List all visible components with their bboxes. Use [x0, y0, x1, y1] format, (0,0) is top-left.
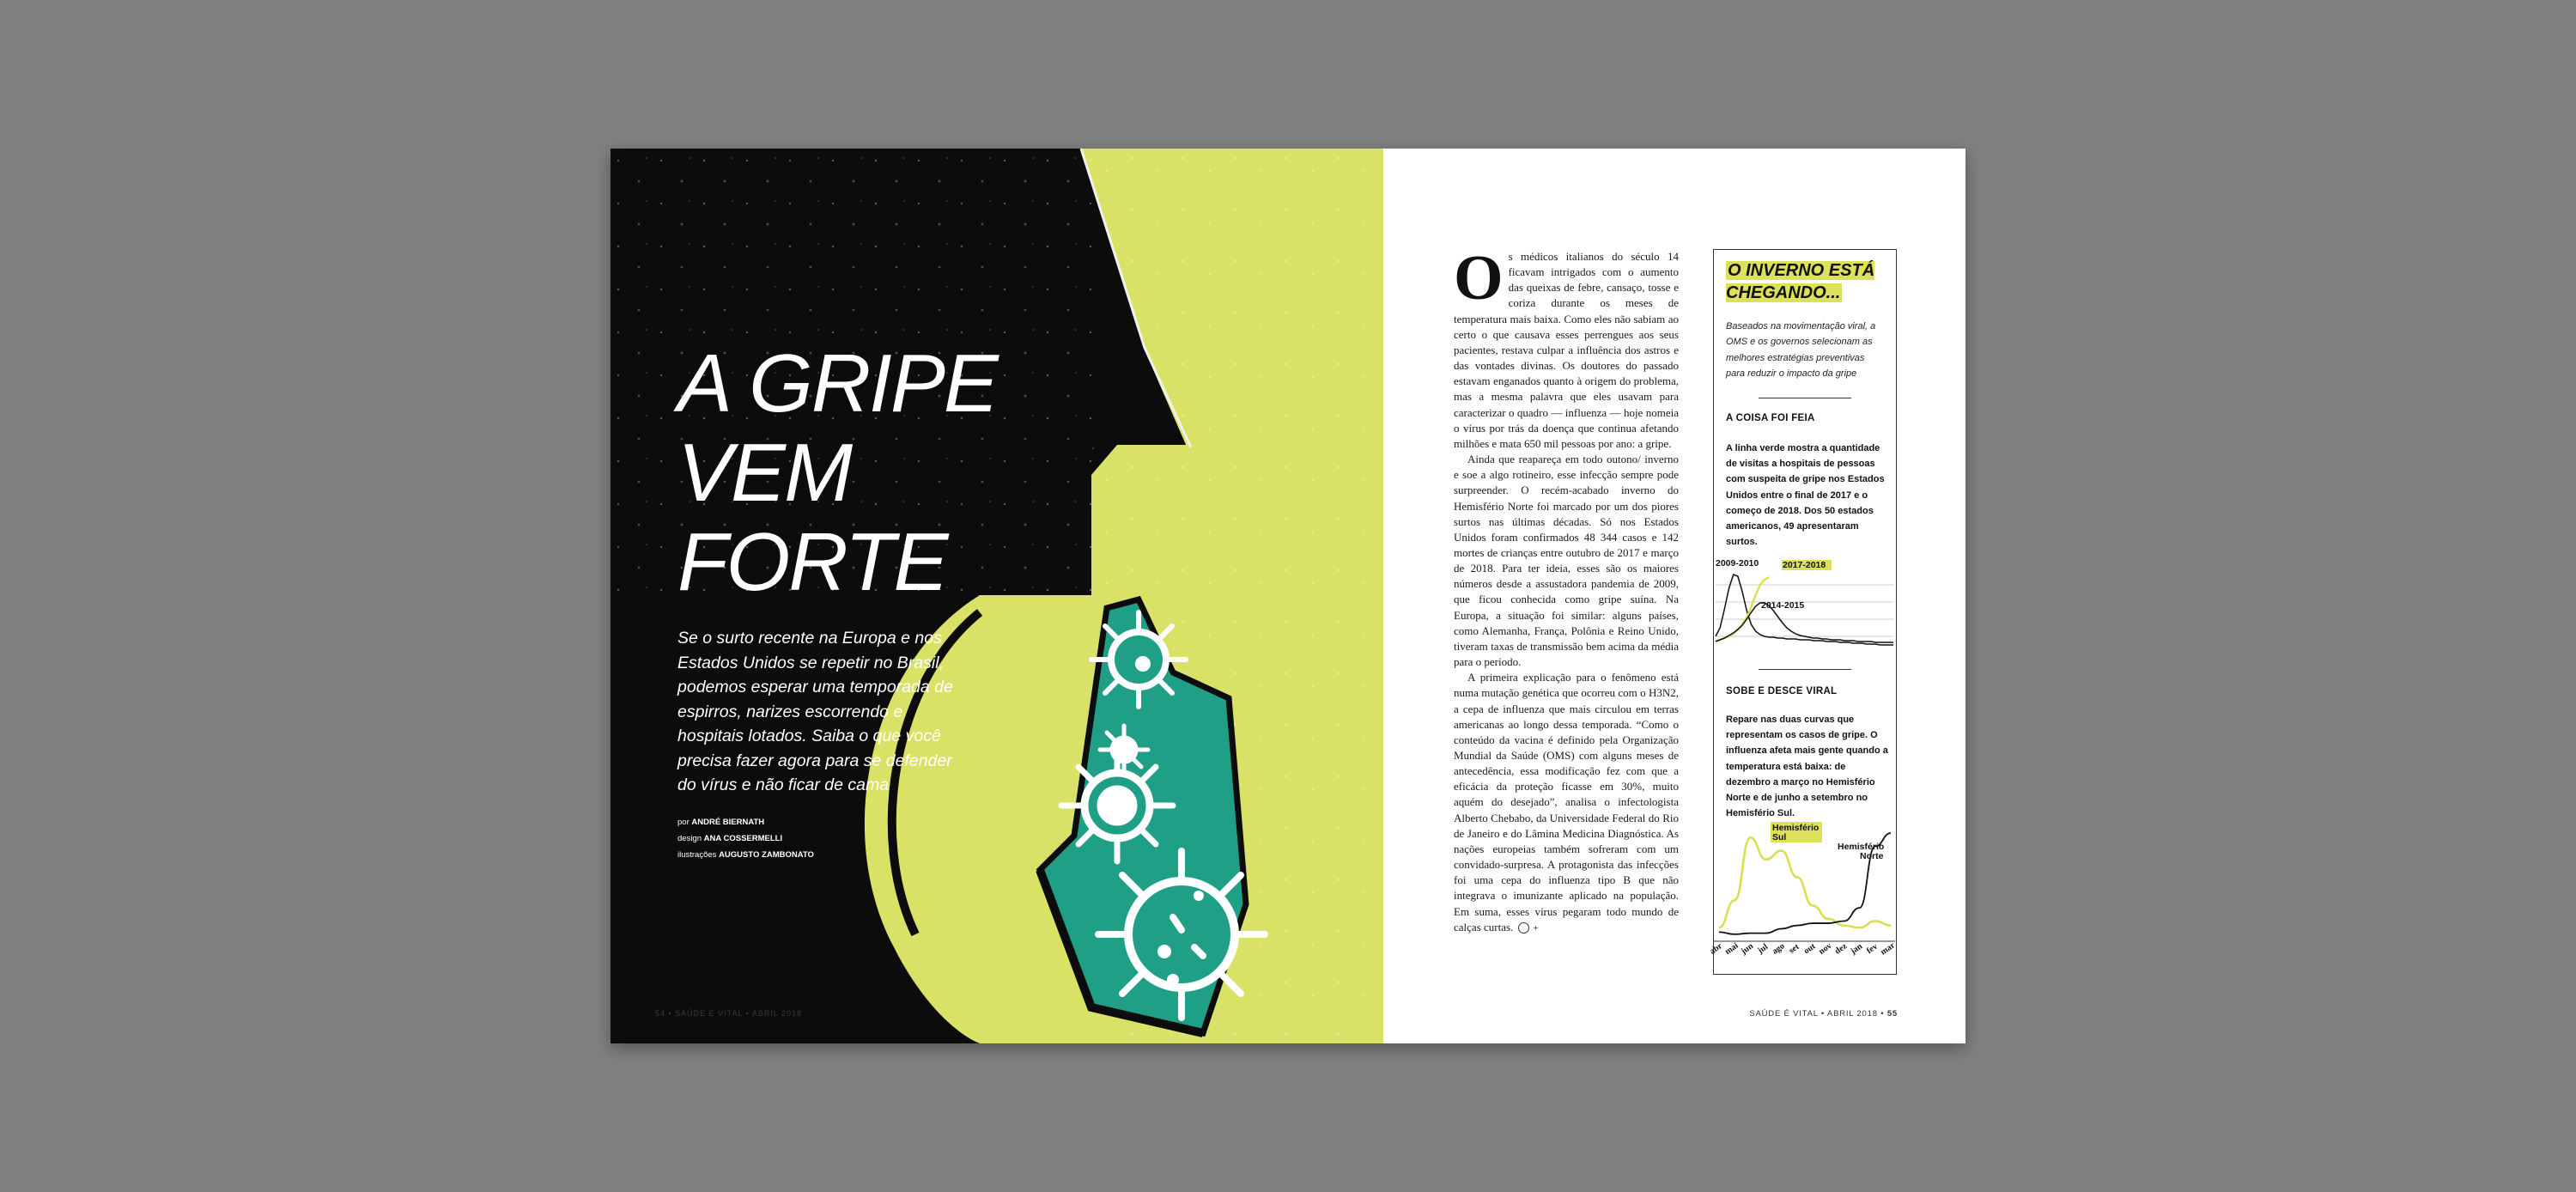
tick-label: set: [1787, 942, 1801, 956]
tick-label: out: [1801, 941, 1818, 957]
line-chart-flu-visits: [1714, 559, 1895, 658]
tick-label: mai: [1722, 940, 1741, 958]
tick-label: ago: [1770, 941, 1787, 957]
series-label: 2014-2015: [1761, 600, 1805, 611]
page-number: 55: [1886, 1009, 1898, 1019]
credit-line: [677, 830, 935, 847]
drop-cap: O: [1454, 243, 1504, 313]
tick-label: jul: [1756, 942, 1771, 956]
section-heading: SOBE E DESCE VIRAL: [1726, 686, 1838, 696]
section-heading: A COISA FOI FEIA: [1726, 413, 1815, 423]
article-paragraph: [1454, 670, 1679, 935]
series-label: 2009-2010: [1716, 558, 1759, 569]
tick-label: abr: [1708, 941, 1724, 957]
folio-left: 54 • SAÚDE É VITAL • ABRIL 2018: [655, 1009, 803, 1018]
article-body: [1454, 243, 1679, 975]
tick-label: fev: [1864, 941, 1880, 957]
credit-line: [677, 847, 935, 863]
credits: [677, 814, 935, 863]
article-paragraph: Ainda que reapareça em todo outono/ inverno e soe a algo rotineiro, esse infecção sempre pode surpreender. O recém-acabado inverno do Hemisfério Norte foi marcado por um dos piores surtos nas últimas décadas. Só nos Estados Unidos foram confirmados 48 344 casos e 142 mortes de crianças entre outubro de 2017 e março de 2018. Para ter ideia, esses são os maiores números desde a assustadora pandemia de 2009, que ficou conhecida como gripe suína. Na Europa, a situação foi similar: alguns países, como Alemanha, França, Polônia e Reino Unido, tiveram taxas de transmissão bem acima da média para o período.: [1454, 453, 1679, 669]
tick-label: jun: [1739, 941, 1756, 957]
right-page: [1383, 149, 1965, 1043]
section-text: Repare nas duas curvas que representam os casos de gripe. O influenza afeta mais gente quando a temperatura está baixa: de dezembro a março no Hemisfério Norte e de junho a setembro no Hemisfério Sul.: [1726, 715, 1888, 819]
series-label: 2017-2018: [1783, 560, 1826, 570]
credit-key: por: [677, 818, 690, 827]
sidebar-box: [1708, 249, 1898, 975]
series-label: Hemisfério Sul: [1772, 823, 1820, 842]
tick-label: mar: [1879, 940, 1898, 958]
article-title: A GRIPE VEM FORTE: [677, 338, 997, 608]
article-first-paragraph-text: s médicos italianos do século 14 ficavam intrigados com o aumento das queixas de febre, cansaço, tosse e coriza durante os meses de temperatura mais baixa. Como eles não sabiam ao certo o que causava esses perrengues aos seus pacientes, restava culpar a influência dos astros e das vontades divinas. Os doutores do passado estavam enganados quanto à origem do problema, mas a mesma palavra que eles usavam para caracterizar o quadro — influenza — hoje nomeia o vírus por trás da doença que continua afetando milhões e mata 650 mil pessoas por ano: a gripe.: [1454, 250, 1679, 450]
credit-value: ANDRÉ BIERNATH: [691, 818, 765, 827]
sidebar-title-text: O INVERNO ESTÁ CHEGANDO...: [1726, 261, 1875, 302]
credit-value: ANA COSSERMELLI: [703, 834, 783, 843]
sidebar-intro: Baseados na movimentação viral, a OMS e os governos selecionam as melhores estratégias preventivas para reduzir o impacto da gripe: [1726, 321, 1876, 379]
article-paragraph-text: A primeira explicação para o fenômeno está numa mutação genética que ocorreu com o H3N2, a cepa de influenza que mais circulou em terras americanas ao longo dessa temporada. “Como o conteúdo da vacina é definido pela Organização Mundial da Saúde (OMS) com alguns meses de antecedência, essa modificação fez com que a eficácia da proteção ficasse em 30%, muito aquém do desejado”, analisa o infectologista Alberto Chebabo, da Universidade Federal do Rio de Janeiro e do Lâmina Medicina Diagnóstica. As nações europeias também sofreram com um convidado-surpresa. A protagonista das infecções foi uma cepa do influenza tipo B que não integrava o imunizante aplicado na população. Em suma, esses vírus pegaram todo mundo de calças curtas.: [1454, 671, 1679, 934]
tick-label: jan: [1849, 941, 1865, 957]
sidebar-title: [1726, 259, 1889, 304]
credit-line: [677, 814, 935, 830]
left-page: [611, 149, 1383, 1043]
article-subtitle: Se o surto recente na Europa e nos Estados Unidos se repetir no Brasil, podemos esperar uma temporada de espirros, narizes escorrendo e hospitais lotados. Saiba o que você precisa fazer agora para se defender do vírus e não ficar de cama: [677, 629, 953, 794]
credit-key: design: [677, 834, 702, 843]
line-chart-hemispheres: [1708, 818, 1898, 969]
tick-label: dez: [1832, 941, 1850, 957]
series-label: Hemisfério Norte: [1838, 842, 1885, 861]
folio-right: [1717, 1009, 1898, 1019]
article-paragraph: [1454, 243, 1679, 452]
folio-publication: SAÚDE É VITAL • ABRIL 2018 •: [1749, 1009, 1885, 1019]
divider: [1759, 669, 1851, 670]
tick-label: nov: [1817, 940, 1834, 957]
magazine-spread: [611, 149, 1965, 1043]
end-mark-icon: +: [1518, 922, 1529, 934]
section-text: A linha verde mostra a quantidade de visitas a hospitais de pessoas com suspeita de gripe nos Estados Unidos entre o final de 2017 e o começo de 2018. Dos 50 estados americanos, 49 apresentaram surtos.: [1726, 443, 1885, 548]
credit-key: ilustrações: [677, 850, 717, 860]
credit-value: AUGUSTO ZAMBONATO: [719, 850, 814, 860]
